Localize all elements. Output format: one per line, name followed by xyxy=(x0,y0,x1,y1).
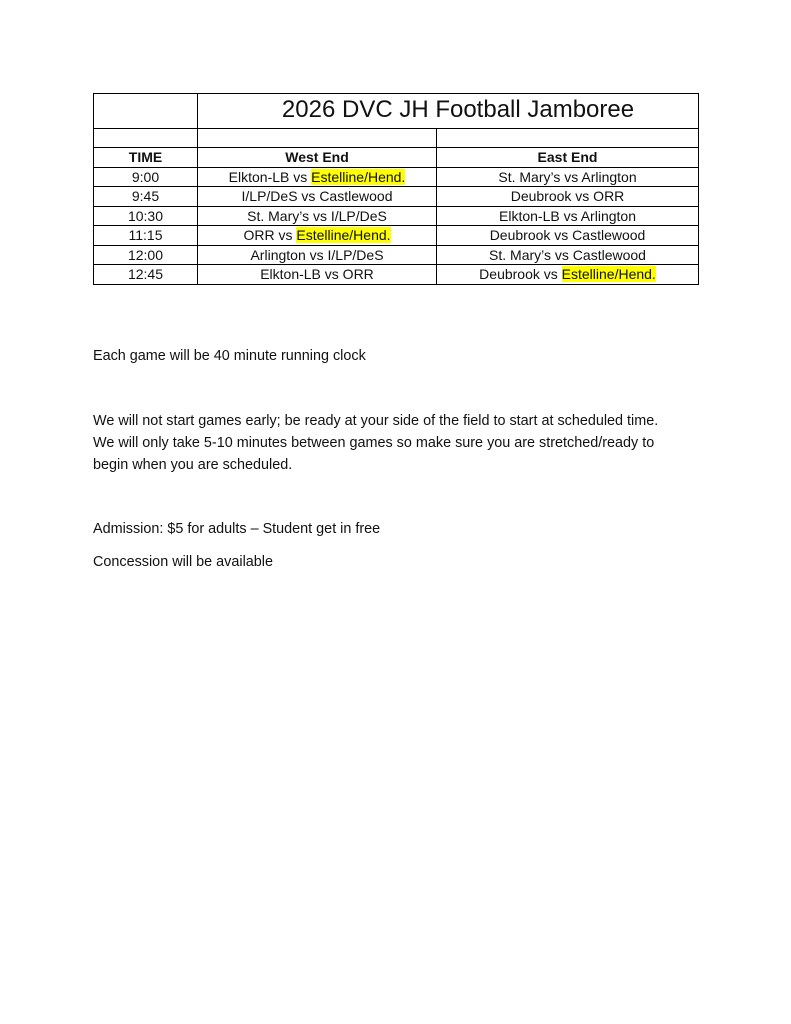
matchup-text: St. Mary’s vs I/LP/DeS xyxy=(247,207,387,224)
time-cell: 9:00 xyxy=(94,167,198,187)
schedule-rows xyxy=(94,167,699,284)
blank-cell xyxy=(94,129,198,148)
start-note-line-3: begin when you are scheduled. xyxy=(93,457,293,473)
matchup-text: St. Mary’s vs Castlewood xyxy=(489,246,646,263)
header-row xyxy=(94,148,699,168)
blank-cell xyxy=(437,129,699,148)
matchup-text: St. Mary’s vs Arlington xyxy=(498,168,637,185)
running-clock-note: Each game will be 40 minute running clock xyxy=(93,348,366,364)
jamboree-schedule-table xyxy=(93,93,699,285)
time-cell: 12:45 xyxy=(94,265,198,285)
time-cell: 12:00 xyxy=(94,245,198,265)
matchup-text: Arlington vs I/LP/DeS xyxy=(250,246,384,263)
time-cell: 11:15 xyxy=(94,226,198,246)
matchup-text: Deubrook vs xyxy=(479,266,562,283)
highlighted-team: Estelline/Hend. xyxy=(561,266,656,283)
matchup-text: Elkton-LB vs xyxy=(228,168,312,185)
title-corner-cell xyxy=(94,94,198,129)
matchup-text: ORR vs xyxy=(243,227,297,244)
header-east-end: East End xyxy=(437,148,699,168)
east-end-matchup-cell xyxy=(437,245,699,265)
east-end-matchup-cell xyxy=(437,226,699,246)
matchup-text: I/LP/DeS vs Castlewood xyxy=(241,188,393,205)
start-time-note xyxy=(93,410,713,476)
matchup-text: Deubrook vs Castlewood xyxy=(489,227,646,244)
east-end-matchup-cell xyxy=(437,206,699,226)
west-end-matchup-cell xyxy=(198,187,437,207)
west-end-matchup-cell xyxy=(198,245,437,265)
west-end-matchup-cell xyxy=(198,206,437,226)
time-cell: 10:30 xyxy=(94,206,198,226)
table-row xyxy=(94,167,699,187)
east-end-matchup-cell xyxy=(437,265,699,285)
start-note-line-1: We will not start games early; be ready at your side of the field to start at scheduled time. xyxy=(93,413,659,429)
header-west-end: West End xyxy=(198,148,437,168)
blank-cell xyxy=(198,129,437,148)
matchup-text: Elkton-LB vs ORR xyxy=(260,266,374,283)
table-row xyxy=(94,187,699,207)
west-end-matchup-cell xyxy=(198,265,437,285)
matchup-text: Deubrook vs ORR xyxy=(510,188,625,205)
east-end-matchup-cell xyxy=(437,167,699,187)
west-end-matchup-cell xyxy=(198,167,437,187)
table-row xyxy=(94,265,699,285)
east-end-matchup-cell xyxy=(437,187,699,207)
west-end-matchup-cell xyxy=(198,226,437,246)
concession-note: Concession will be available xyxy=(93,554,273,570)
time-cell: 9:45 xyxy=(94,187,198,207)
highlighted-team: Estelline/Hend. xyxy=(311,168,406,185)
table-row xyxy=(94,226,699,246)
matchup-text: Elkton-LB vs Arlington xyxy=(499,207,636,224)
highlighted-team: Estelline/Hend. xyxy=(296,227,391,244)
table-row xyxy=(94,206,699,226)
table-row xyxy=(94,245,699,265)
title-cell xyxy=(198,94,699,129)
header-time: TIME xyxy=(94,148,198,168)
title-row xyxy=(94,94,699,129)
document-title: 2026 DVC JH Football Jamboree xyxy=(281,96,635,123)
admission-note: Admission: $5 for adults – Student get in free xyxy=(93,521,381,537)
start-note-line-2: We will only take 5-10 minutes between games so make sure you are stretched/ready to xyxy=(93,435,655,451)
blank-row xyxy=(94,129,699,148)
